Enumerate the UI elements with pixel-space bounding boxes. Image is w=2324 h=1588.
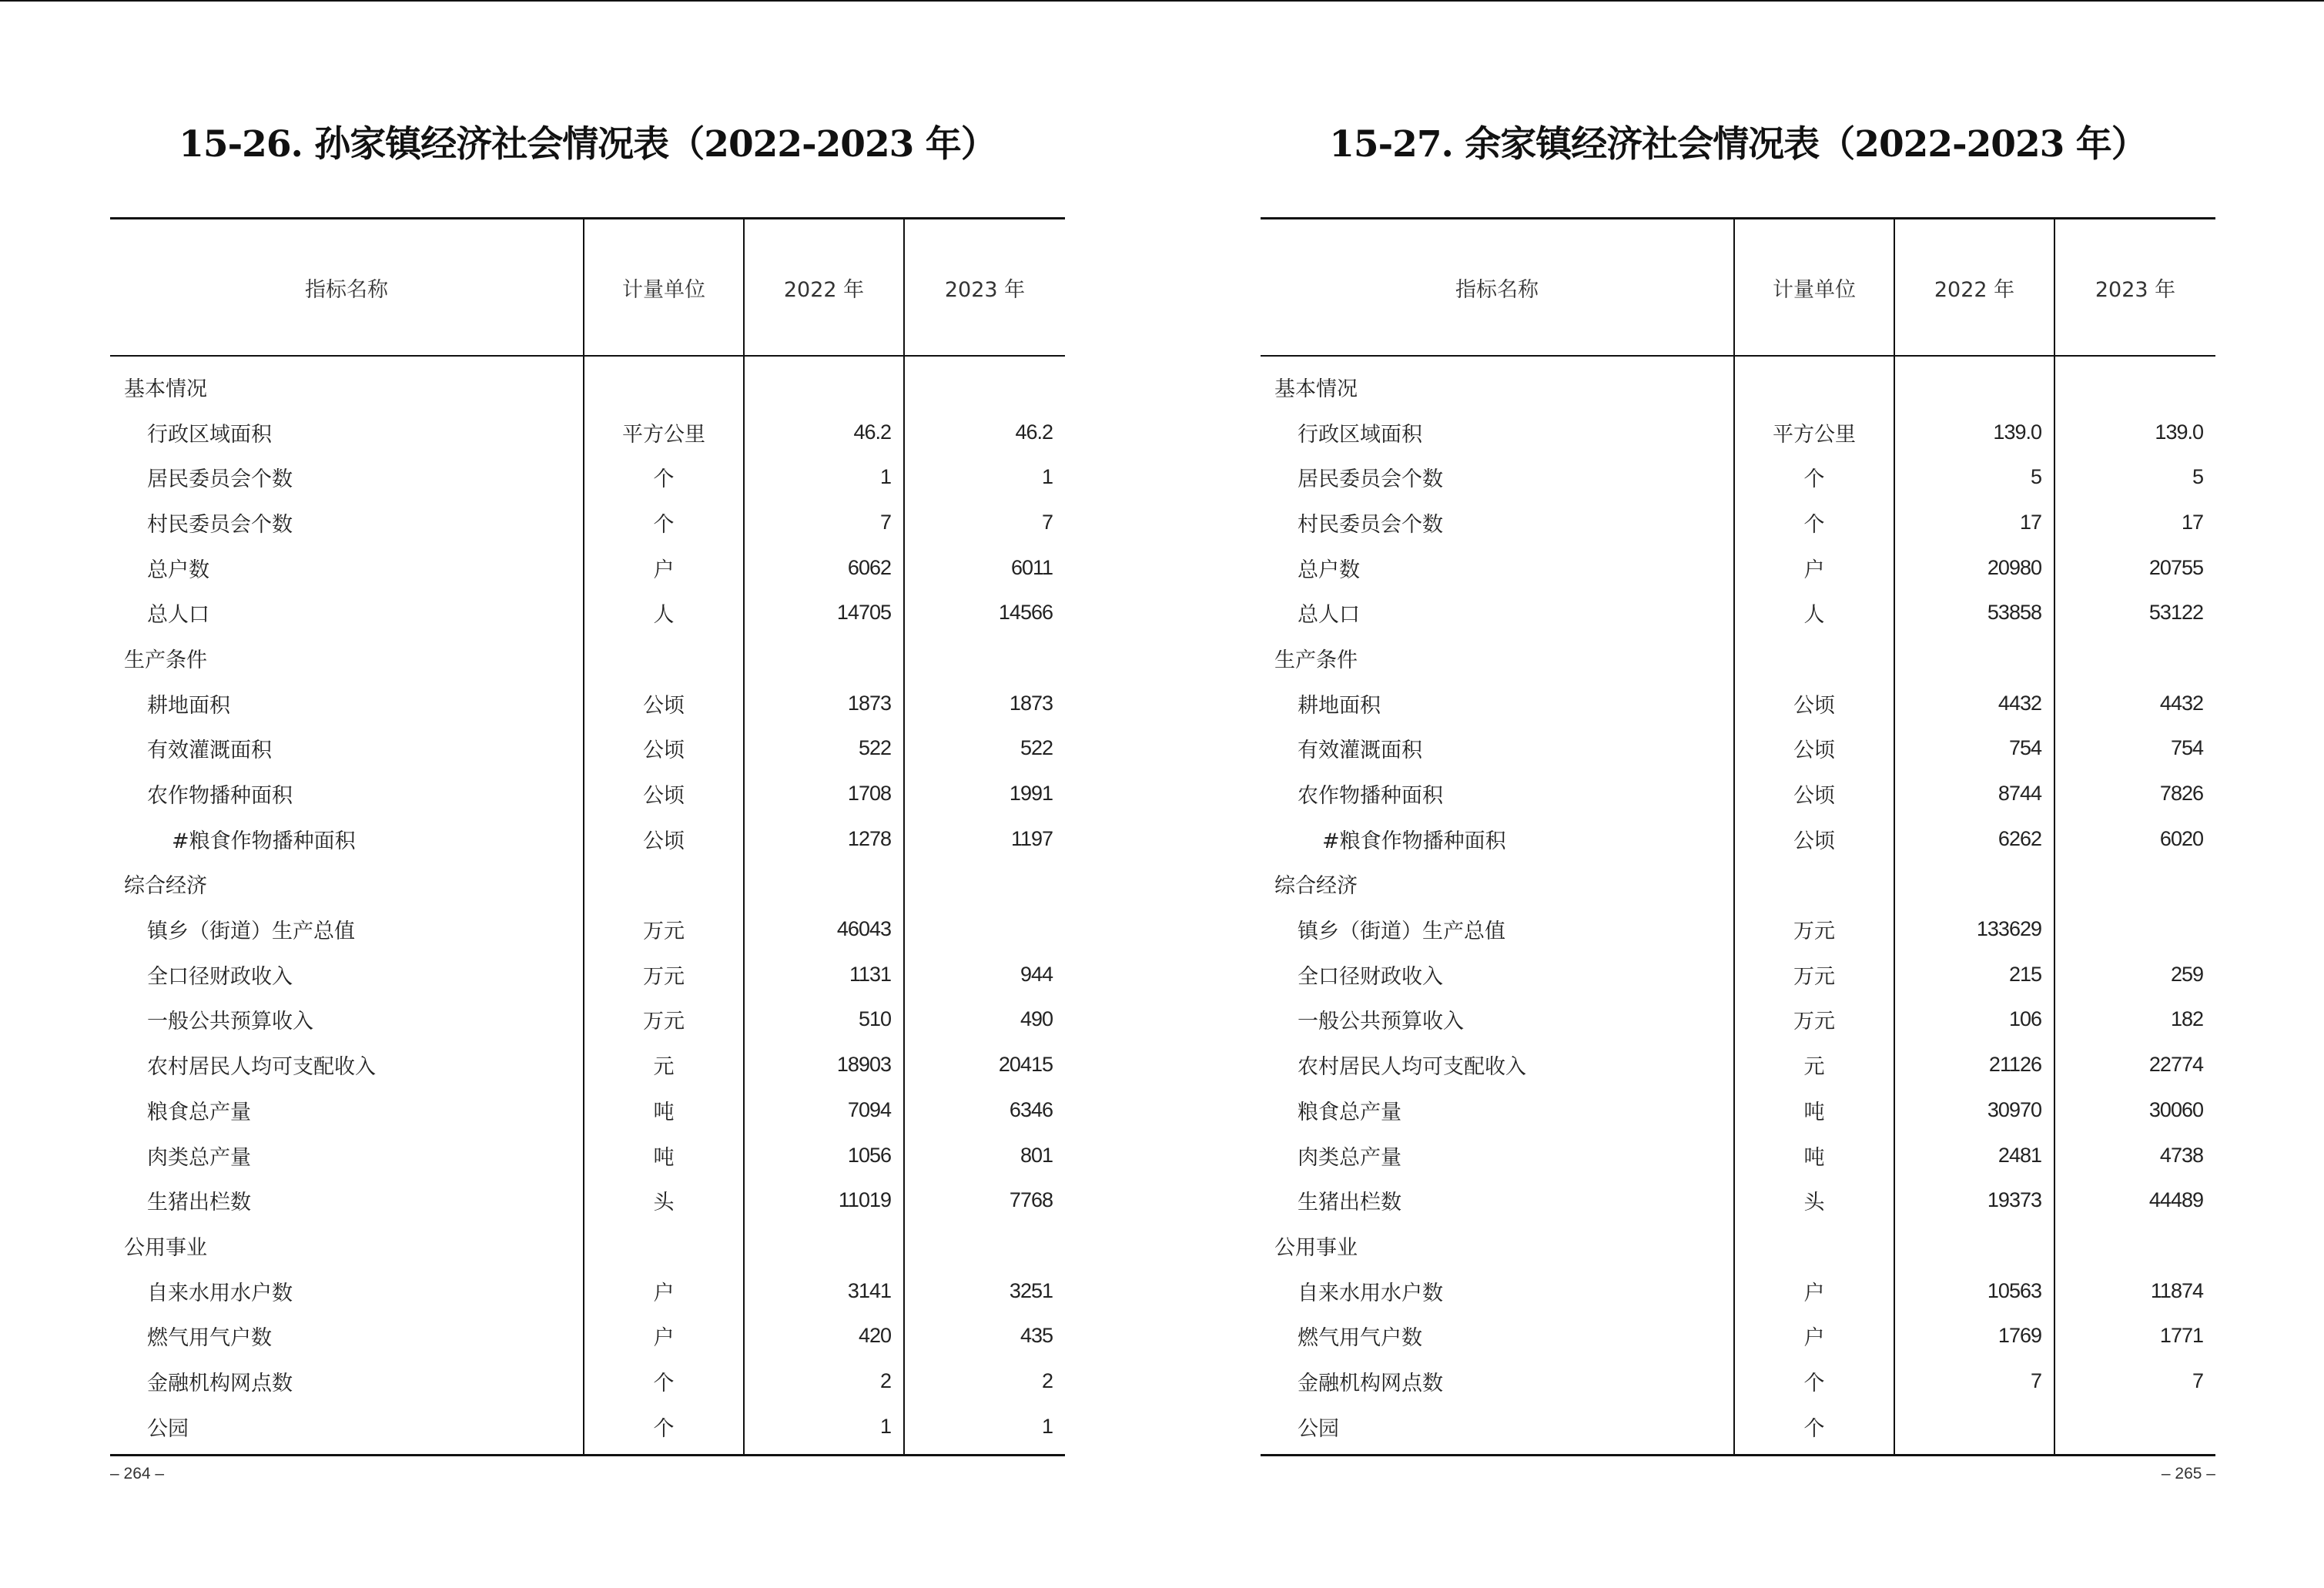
value-2023-cell: 7 [904,500,1065,545]
unit-cell: 人 [1734,590,1894,635]
unit-cell [584,862,744,907]
indicator-name-cell: 一般公共预算收入 [1298,1010,1464,1034]
value-2022-cell: 53858 [1894,590,2054,635]
table-row [110,410,1065,455]
value-2022-cell: 1131 [744,952,904,997]
table-body [1261,356,2215,1455]
indicator-name-cell: 生猪出栏数 [147,1191,251,1215]
unit-cell: 吨 [584,1087,744,1133]
indicator-name-cell: 自来水用水户数 [1298,1281,1443,1305]
value-2022-cell: 1769 [1894,1313,2054,1359]
value-2022-cell [744,356,904,410]
indicator-name-cell: 总人口 [1298,603,1360,628]
indicator-name-cell: 全口径财政收入 [1298,964,1443,989]
table-row [110,590,1065,635]
table-row [110,771,1065,816]
table-row [1261,545,2215,591]
table-header-row [110,219,1065,357]
table-row [110,500,1065,545]
value-2022-cell [1894,1404,2054,1455]
value-2023-cell [2054,1223,2215,1268]
value-2022-cell: 510 [744,997,904,1043]
indicator-name-cell: 公园 [1298,1416,1339,1441]
indicator-name-cell: 农村居民人均可支配收入 [147,1055,376,1080]
table-row [1261,1404,2215,1455]
value-2023-cell: 20415 [904,1042,1065,1087]
table-row [110,1042,1065,1087]
header-year-2023: 2023 年 [904,219,1065,357]
value-2022-cell: 2 [744,1359,904,1404]
value-2022-cell: 5 [1894,454,2054,500]
value-2023-cell: 754 [2054,726,2215,772]
table-row [110,1359,1065,1404]
indicator-name-cell: 基本情况 [1274,377,1358,401]
table-row [1261,1042,2215,1087]
indicator-name-cell: 综合经济 [1274,874,1358,899]
indicator-name-cell: 村民委员会个数 [1298,512,1443,537]
table-section-row [1261,356,2215,410]
indicator-name-cell: 公用事业 [124,1235,207,1260]
value-2023-cell: 435 [904,1313,1065,1359]
value-2022-cell: 7 [744,500,904,545]
value-2022-cell: 1 [744,1404,904,1455]
unit-cell: 平方公里 [584,410,744,455]
table-section-row [1261,1223,2215,1268]
unit-cell: 万元 [1734,952,1894,997]
indicator-name-cell: 一般公共预算收入 [147,1010,313,1034]
page-title: 15-26. 孙家镇经济社会情况表（2022-2023 年） [179,123,996,166]
table-row [1261,816,2215,862]
value-2023-cell: 30060 [2054,1087,2215,1133]
indicator-name-cell: 燃气用气户数 [1298,1326,1422,1351]
unit-cell: 吨 [1734,1087,1894,1133]
value-2022-cell: 30970 [1894,1087,2054,1133]
indicator-name-cell: 综合经济 [124,874,207,899]
value-2023-cell [2054,635,2215,681]
value-2023-cell: 6011 [904,545,1065,591]
value-2023-cell: 1197 [904,816,1065,862]
unit-cell: 公顷 [584,726,744,772]
indicator-name-cell: 总户数 [147,558,209,582]
unit-cell: 个 [584,1404,744,1455]
unit-cell: 万元 [1734,906,1894,952]
unit-cell: 个 [584,454,744,500]
table-row [1261,1178,2215,1223]
indicator-name-cell: 行政区域面积 [1298,422,1422,447]
page-number: – 264 – [110,1465,165,1482]
table-row [1261,952,2215,997]
value-2023-cell [2054,356,2215,410]
table-row [1261,681,2215,726]
value-2023-cell: 490 [904,997,1065,1043]
unit-cell [1734,635,1894,681]
table-row [1261,726,2215,772]
table-row [110,816,1065,862]
table-section-row [110,862,1065,907]
unit-cell: 个 [584,500,744,545]
value-2023-cell: 1 [904,1404,1065,1455]
value-2023-cell: 944 [904,952,1065,997]
unit-cell [584,1223,744,1268]
indicator-name-cell: 金融机构网点数 [147,1371,293,1395]
table-row [1261,590,2215,635]
value-2022-cell: 754 [1894,726,2054,772]
header-unit: 计量单位 [1734,219,1894,357]
value-2022-cell: 6062 [744,545,904,591]
value-2023-cell: 53122 [2054,590,2215,635]
value-2022-cell: 522 [744,726,904,772]
unit-cell: 个 [584,1359,744,1404]
indicator-name-cell: 燃气用气户数 [147,1326,272,1351]
unit-cell: 公顷 [1734,816,1894,862]
value-2023-cell: 6346 [904,1087,1065,1133]
table-row [1261,454,2215,500]
indicator-name-cell: 公用事业 [1274,1235,1358,1260]
value-2023-cell: 1771 [2054,1313,2215,1359]
table-row [1261,1268,2215,1314]
value-2022-cell: 420 [744,1313,904,1359]
unit-cell: 元 [1734,1042,1894,1087]
value-2022-cell: 1 [744,454,904,500]
header-year-2022: 2022 年 [744,219,904,357]
unit-cell: 万元 [584,997,744,1043]
value-2022-cell: 1278 [744,816,904,862]
table-section-row [110,635,1065,681]
unit-cell: 公顷 [584,681,744,726]
value-2022-cell: 17 [1894,500,2054,545]
value-2022-cell [1894,862,2054,907]
indicator-name-cell: 行政区域面积 [147,422,272,447]
value-2023-cell: 4432 [2054,681,2215,726]
value-2023-cell [904,1223,1065,1268]
value-2022-cell [1894,1223,2054,1268]
value-2022-cell: 8744 [1894,771,2054,816]
value-2022-cell: 3141 [744,1268,904,1314]
indicator-name-cell: 居民委员会个数 [1298,467,1443,492]
value-2022-cell: 1873 [744,681,904,726]
value-2023-cell: 44489 [2054,1178,2215,1223]
value-2022-cell: 20980 [1894,545,2054,591]
indicator-name-cell: 自来水用水户数 [147,1281,293,1305]
indicator-name-cell: 金融机构网点数 [1298,1371,1443,1395]
unit-cell: 吨 [584,1133,744,1178]
table-row [110,997,1065,1043]
unit-cell: 个 [1734,500,1894,545]
table-row [110,454,1065,500]
value-2023-cell [904,356,1065,410]
unit-cell: 头 [1734,1178,1894,1223]
unit-cell: 公顷 [1734,771,1894,816]
value-2023-cell: 182 [2054,997,2215,1043]
indicator-name-cell: 生产条件 [124,648,207,672]
unit-cell: 个 [1734,1404,1894,1455]
indicator-name-cell: 农村居民人均可支配收入 [1298,1055,1526,1080]
indicator-name-cell: 农作物播种面积 [1298,784,1443,809]
value-2023-cell: 801 [904,1133,1065,1178]
value-2023-cell: 1 [904,454,1065,500]
unit-cell: 万元 [584,906,744,952]
value-2023-cell [904,862,1065,907]
value-2022-cell: 106 [1894,997,2054,1043]
value-2022-cell [744,862,904,907]
value-2022-cell: 215 [1894,952,2054,997]
value-2023-cell [2054,906,2215,952]
value-2022-cell: 7094 [744,1087,904,1133]
table-row [110,726,1065,772]
indicator-name-cell: 肉类总产量 [1298,1145,1401,1170]
table-row [110,1404,1065,1455]
table-row [110,1178,1065,1223]
indicator-name-cell: 公园 [147,1416,189,1441]
header-year-2022: 2022 年 [1894,219,2054,357]
indicator-name-cell: 镇乡（街道）生产总值 [147,920,355,944]
value-2023-cell: 17 [2054,500,2215,545]
value-2023-cell: 6020 [2054,816,2215,862]
value-2022-cell [1894,635,2054,681]
table-row [1261,500,2215,545]
unit-cell: 吨 [1734,1133,1894,1178]
unit-cell [1734,1223,1894,1268]
table-row [110,1313,1065,1359]
value-2023-cell [904,635,1065,681]
table-section-row [1261,862,2215,907]
unit-cell: 公顷 [1734,681,1894,726]
table-row [110,1133,1065,1178]
table-section-row [110,356,1065,410]
indicator-name-cell: 粮食总产量 [1298,1100,1401,1124]
value-2022-cell [744,1223,904,1268]
value-2023-cell: 1873 [904,681,1065,726]
indicator-name-cell: 村民委员会个数 [147,512,293,537]
unit-cell: 公顷 [584,816,744,862]
header-unit: 计量单位 [584,219,744,357]
indicator-name-cell: 有效灌溉面积 [147,739,272,763]
table-row [1261,1133,2215,1178]
value-2023-cell [2054,1404,2215,1455]
value-2022-cell: 2481 [1894,1133,2054,1178]
value-2023-cell: 7 [2054,1359,2215,1404]
value-2023-cell: 4738 [2054,1133,2215,1178]
value-2022-cell: 19373 [1894,1178,2054,1223]
table-section-row [110,1223,1065,1268]
indicator-name-cell: 镇乡（街道）生产总值 [1298,920,1505,944]
indicator-name-cell: 基本情况 [124,377,207,401]
value-2023-cell: 5 [2054,454,2215,500]
value-2023-cell: 22774 [2054,1042,2215,1087]
value-2022-cell: 1056 [744,1133,904,1178]
statistics-table [110,217,1065,1456]
table-row [1261,997,2215,1043]
table-row [1261,906,2215,952]
value-2022-cell [1894,356,2054,410]
value-2023-cell: 11874 [2054,1268,2215,1314]
indicator-name-cell: 全口径财政收入 [147,964,293,989]
value-2022-cell: 46043 [744,906,904,952]
value-2022-cell: 46.2 [744,410,904,455]
indicator-name-cell: #粮食作物播种面积 [1322,829,1506,853]
value-2022-cell: 14705 [744,590,904,635]
table-row [110,906,1065,952]
unit-cell: 户 [1734,1268,1894,1314]
table-row [110,1087,1065,1133]
value-2023-cell: 20755 [2054,545,2215,591]
unit-cell: 公顷 [1734,726,1894,772]
unit-cell: 万元 [1734,997,1894,1043]
indicator-name-cell: 有效灌溉面积 [1298,739,1422,763]
indicator-name-cell: 肉类总产量 [147,1145,251,1170]
header-indicator-name: 指标名称 [110,219,584,357]
table-row [110,952,1065,997]
value-2022-cell: 1708 [744,771,904,816]
table-row [110,1268,1065,1314]
value-2022-cell: 11019 [744,1178,904,1223]
indicator-name-cell: 耕地面积 [147,693,230,718]
table-row [110,545,1065,591]
value-2023-cell: 14566 [904,590,1065,635]
table-body [110,356,1065,1455]
indicator-name-cell: 总户数 [1298,558,1360,582]
value-2023-cell: 46.2 [904,410,1065,455]
table-row [1261,771,2215,816]
indicator-name-cell: 农作物播种面积 [147,784,293,809]
value-2023-cell [2054,862,2215,907]
value-2023-cell: 139.0 [2054,410,2215,455]
table-row [1261,410,2215,455]
header-indicator-name: 指标名称 [1261,219,1734,357]
page-title: 15-27. 余家镇经济社会情况表（2022-2023 年） [1329,123,2147,166]
value-2022-cell: 4432 [1894,681,2054,726]
unit-cell [1734,356,1894,410]
unit-cell: 个 [1734,1359,1894,1404]
left-page [110,0,1065,1588]
value-2022-cell: 139.0 [1894,410,2054,455]
indicator-name-cell: 总人口 [147,603,209,628]
value-2023-cell: 7768 [904,1178,1065,1223]
unit-cell: 元 [584,1042,744,1087]
value-2022-cell: 18903 [744,1042,904,1087]
value-2023-cell: 7826 [2054,771,2215,816]
unit-cell: 个 [1734,454,1894,500]
unit-cell [584,635,744,681]
value-2022-cell: 7 [1894,1359,2054,1404]
statistics-table [1261,217,2215,1456]
indicator-name-cell: 粮食总产量 [147,1100,251,1124]
table-header-row [1261,219,2215,357]
value-2022-cell: 6262 [1894,816,2054,862]
header-year-2023: 2023 年 [2054,219,2215,357]
table-row [110,681,1065,726]
indicator-name-cell: 居民委员会个数 [147,467,293,492]
value-2022-cell: 10563 [1894,1268,2054,1314]
value-2023-cell: 3251 [904,1268,1065,1314]
table-section-row [1261,635,2215,681]
unit-cell: 平方公里 [1734,410,1894,455]
value-2023-cell: 522 [904,726,1065,772]
value-2023-cell: 1991 [904,771,1065,816]
unit-cell: 户 [584,1268,744,1314]
value-2022-cell [744,635,904,681]
right-page [1261,0,2215,1588]
indicator-name-cell: 耕地面积 [1298,693,1381,718]
indicator-name-cell: 生产条件 [1274,648,1358,672]
unit-cell: 户 [584,545,744,591]
table-row [1261,1087,2215,1133]
unit-cell: 人 [584,590,744,635]
unit-cell [1734,862,1894,907]
unit-cell: 户 [1734,545,1894,591]
value-2023-cell [904,906,1065,952]
unit-cell: 公顷 [584,771,744,816]
page-number: – 265 – [2161,1465,2215,1482]
value-2022-cell: 133629 [1894,906,2054,952]
table-row [1261,1359,2215,1404]
unit-cell: 万元 [584,952,744,997]
value-2023-cell: 2 [904,1359,1065,1404]
unit-cell: 头 [584,1178,744,1223]
table-row [1261,1313,2215,1359]
value-2022-cell: 21126 [1894,1042,2054,1087]
unit-cell: 户 [584,1313,744,1359]
indicator-name-cell: 生猪出栏数 [1298,1191,1401,1215]
value-2023-cell: 259 [2054,952,2215,997]
unit-cell: 户 [1734,1313,1894,1359]
indicator-name-cell: #粮食作物播种面积 [172,829,356,853]
unit-cell [584,356,744,410]
